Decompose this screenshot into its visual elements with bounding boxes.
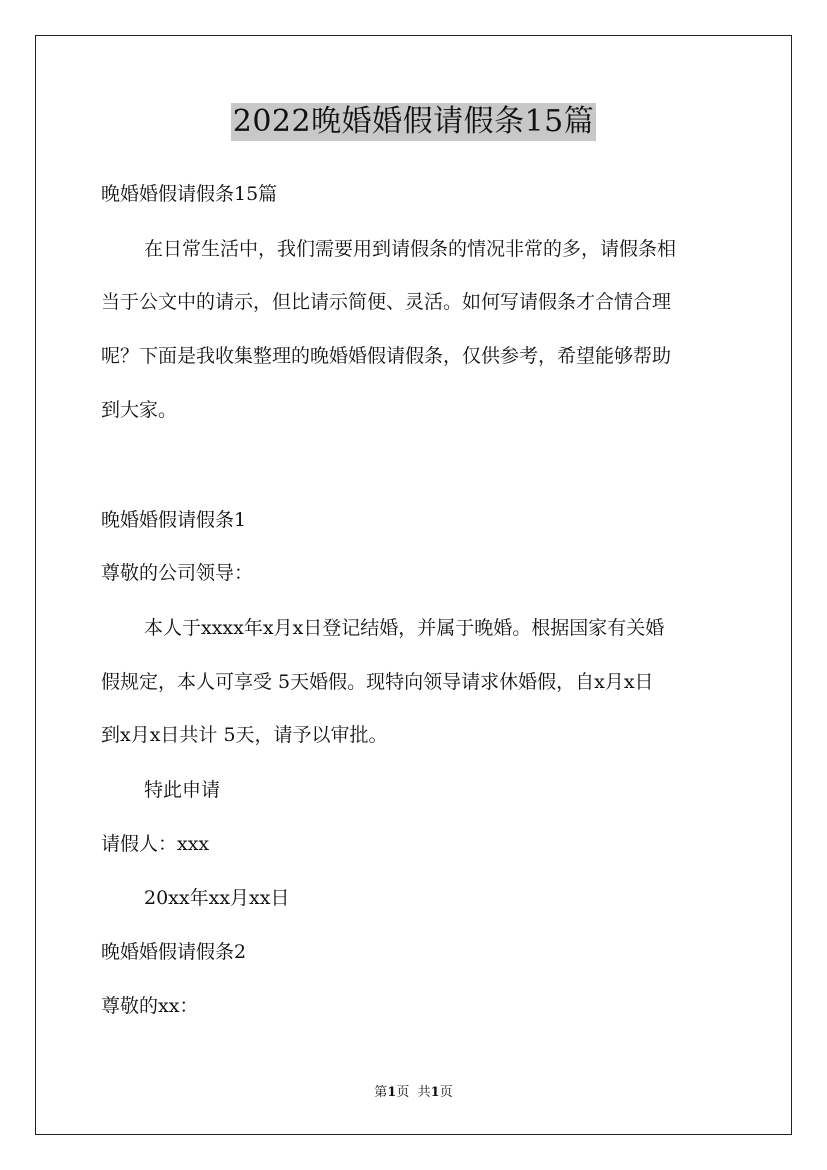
section1-salutation: 尊敬的公司领导： — [101, 562, 254, 584]
section2-heading: 晚婚婚假请假条2 — [101, 941, 247, 963]
intro-line-2: 当于公文中的请示，但比请示简便、灵活。如何写请假条才合情合理 — [101, 291, 672, 313]
page-footer — [0, 1084, 827, 1102]
footer-total-prefix: 共 — [417, 1085, 431, 1100]
section1-closing: 特此申请 — [144, 779, 221, 801]
footer-total-suffix: 页 — [439, 1085, 453, 1100]
document-subtitle: 晚婚婚假请假条15篇 — [101, 183, 278, 205]
footer-total-number: 1 — [430, 1085, 440, 1100]
section1-body-line-2: 假规定，本人可享受 5天婚假。现特向领导请求休婚假，自x月x日 — [101, 671, 654, 693]
section1-body-line-3: 到x月x日共计 5天，请予以审批。 — [101, 724, 388, 746]
footer-page-prefix: 第 — [374, 1085, 388, 1100]
footer-page-number: 1 — [387, 1085, 397, 1100]
intro-line-1: 在日常生活中，我们需要用到请假条的情况非常的多，请假条相 — [144, 238, 677, 260]
document-title: 2022晚婚婚假请假条15篇 — [232, 104, 595, 139]
section1-body-line-1: 本人于xxxx年x月x日登记结婚，并属于晚婚。根据国家有关婚 — [144, 617, 665, 639]
section1-heading: 晚婚婚假请假条1 — [101, 509, 247, 531]
title-container — [0, 103, 827, 141]
footer-page-suffix: 页 — [396, 1085, 410, 1100]
intro-line-4: 到大家。 — [101, 399, 178, 421]
intro-line-3: 呢？下面是我收集整理的晚婚婚假请假条，仅供参考，希望能够帮助 — [101, 345, 672, 367]
section2-salutation: 尊敬的xx： — [101, 995, 199, 1017]
section1-date: 20xx年xx月xx日 — [144, 887, 290, 909]
section1-applicant: 请假人：xxx — [101, 833, 210, 855]
